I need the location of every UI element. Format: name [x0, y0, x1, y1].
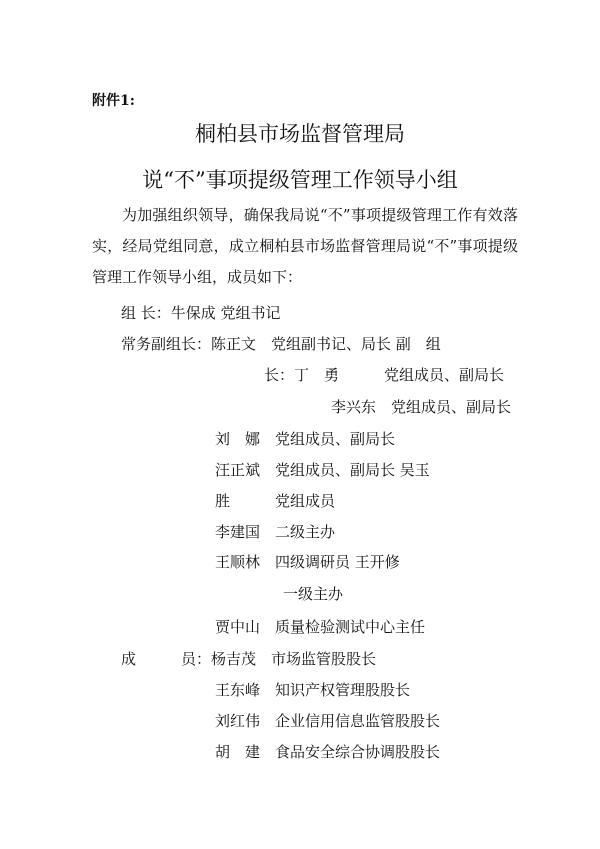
member-line-member-2: 王东峰 知识产权管理股股长 [215, 681, 411, 699]
attachment-label: 附件1: [92, 93, 135, 109]
intro-text: 为加强组织领导，确保我局说“不”事项提级管理工作有效落实，经局党组同意，成立桐柏县市场监督管理局说“不”事项提级管理工作领导小组，成员如下： [92, 206, 518, 286]
member-line-deputy-1: 长：丁 勇 党组成员、副局长 [264, 366, 505, 384]
document-title-line-2: 说“不”事项提级管理工作领导小组 [142, 168, 458, 192]
member-line-deputy-9: 贾中山 质量检验测试中心主任 [215, 618, 426, 636]
member-line-deputy-6: 李建国 二级主办 [215, 523, 336, 541]
member-line-member-4: 胡 建 食品安全综合协调股股长 [215, 743, 441, 761]
member-line-members: 成 员：杨吉茂 市场监管股股长 [121, 650, 377, 668]
intro-paragraph [92, 200, 518, 293]
member-line-deputy-8: 一级主办 [283, 585, 344, 603]
document-title-line-1: 桐柏县市场监督管理局 [195, 122, 405, 146]
member-line-deputy-5: 胜 党组成员 [215, 492, 336, 510]
member-line-deputy-4: 汪正斌 党组成员、副局长 吴玉 [215, 461, 430, 479]
member-line-deputy-3: 刘 娜 党组成员、副局长 [215, 430, 396, 448]
member-line-deputy-2: 李兴东 党组成员、副局长 [331, 398, 512, 416]
member-line-member-3: 刘红伟 企业信用信息监管股股长 [215, 712, 441, 730]
member-line-leader: 组 长：牛保成 党组书记 [121, 304, 281, 322]
member-line-executive-deputy: 常务副组长：陈正文 党组副书记、局长 副 组 [121, 335, 441, 353]
member-line-deputy-7: 王顺林 四级调研员 王开修 [215, 553, 400, 571]
